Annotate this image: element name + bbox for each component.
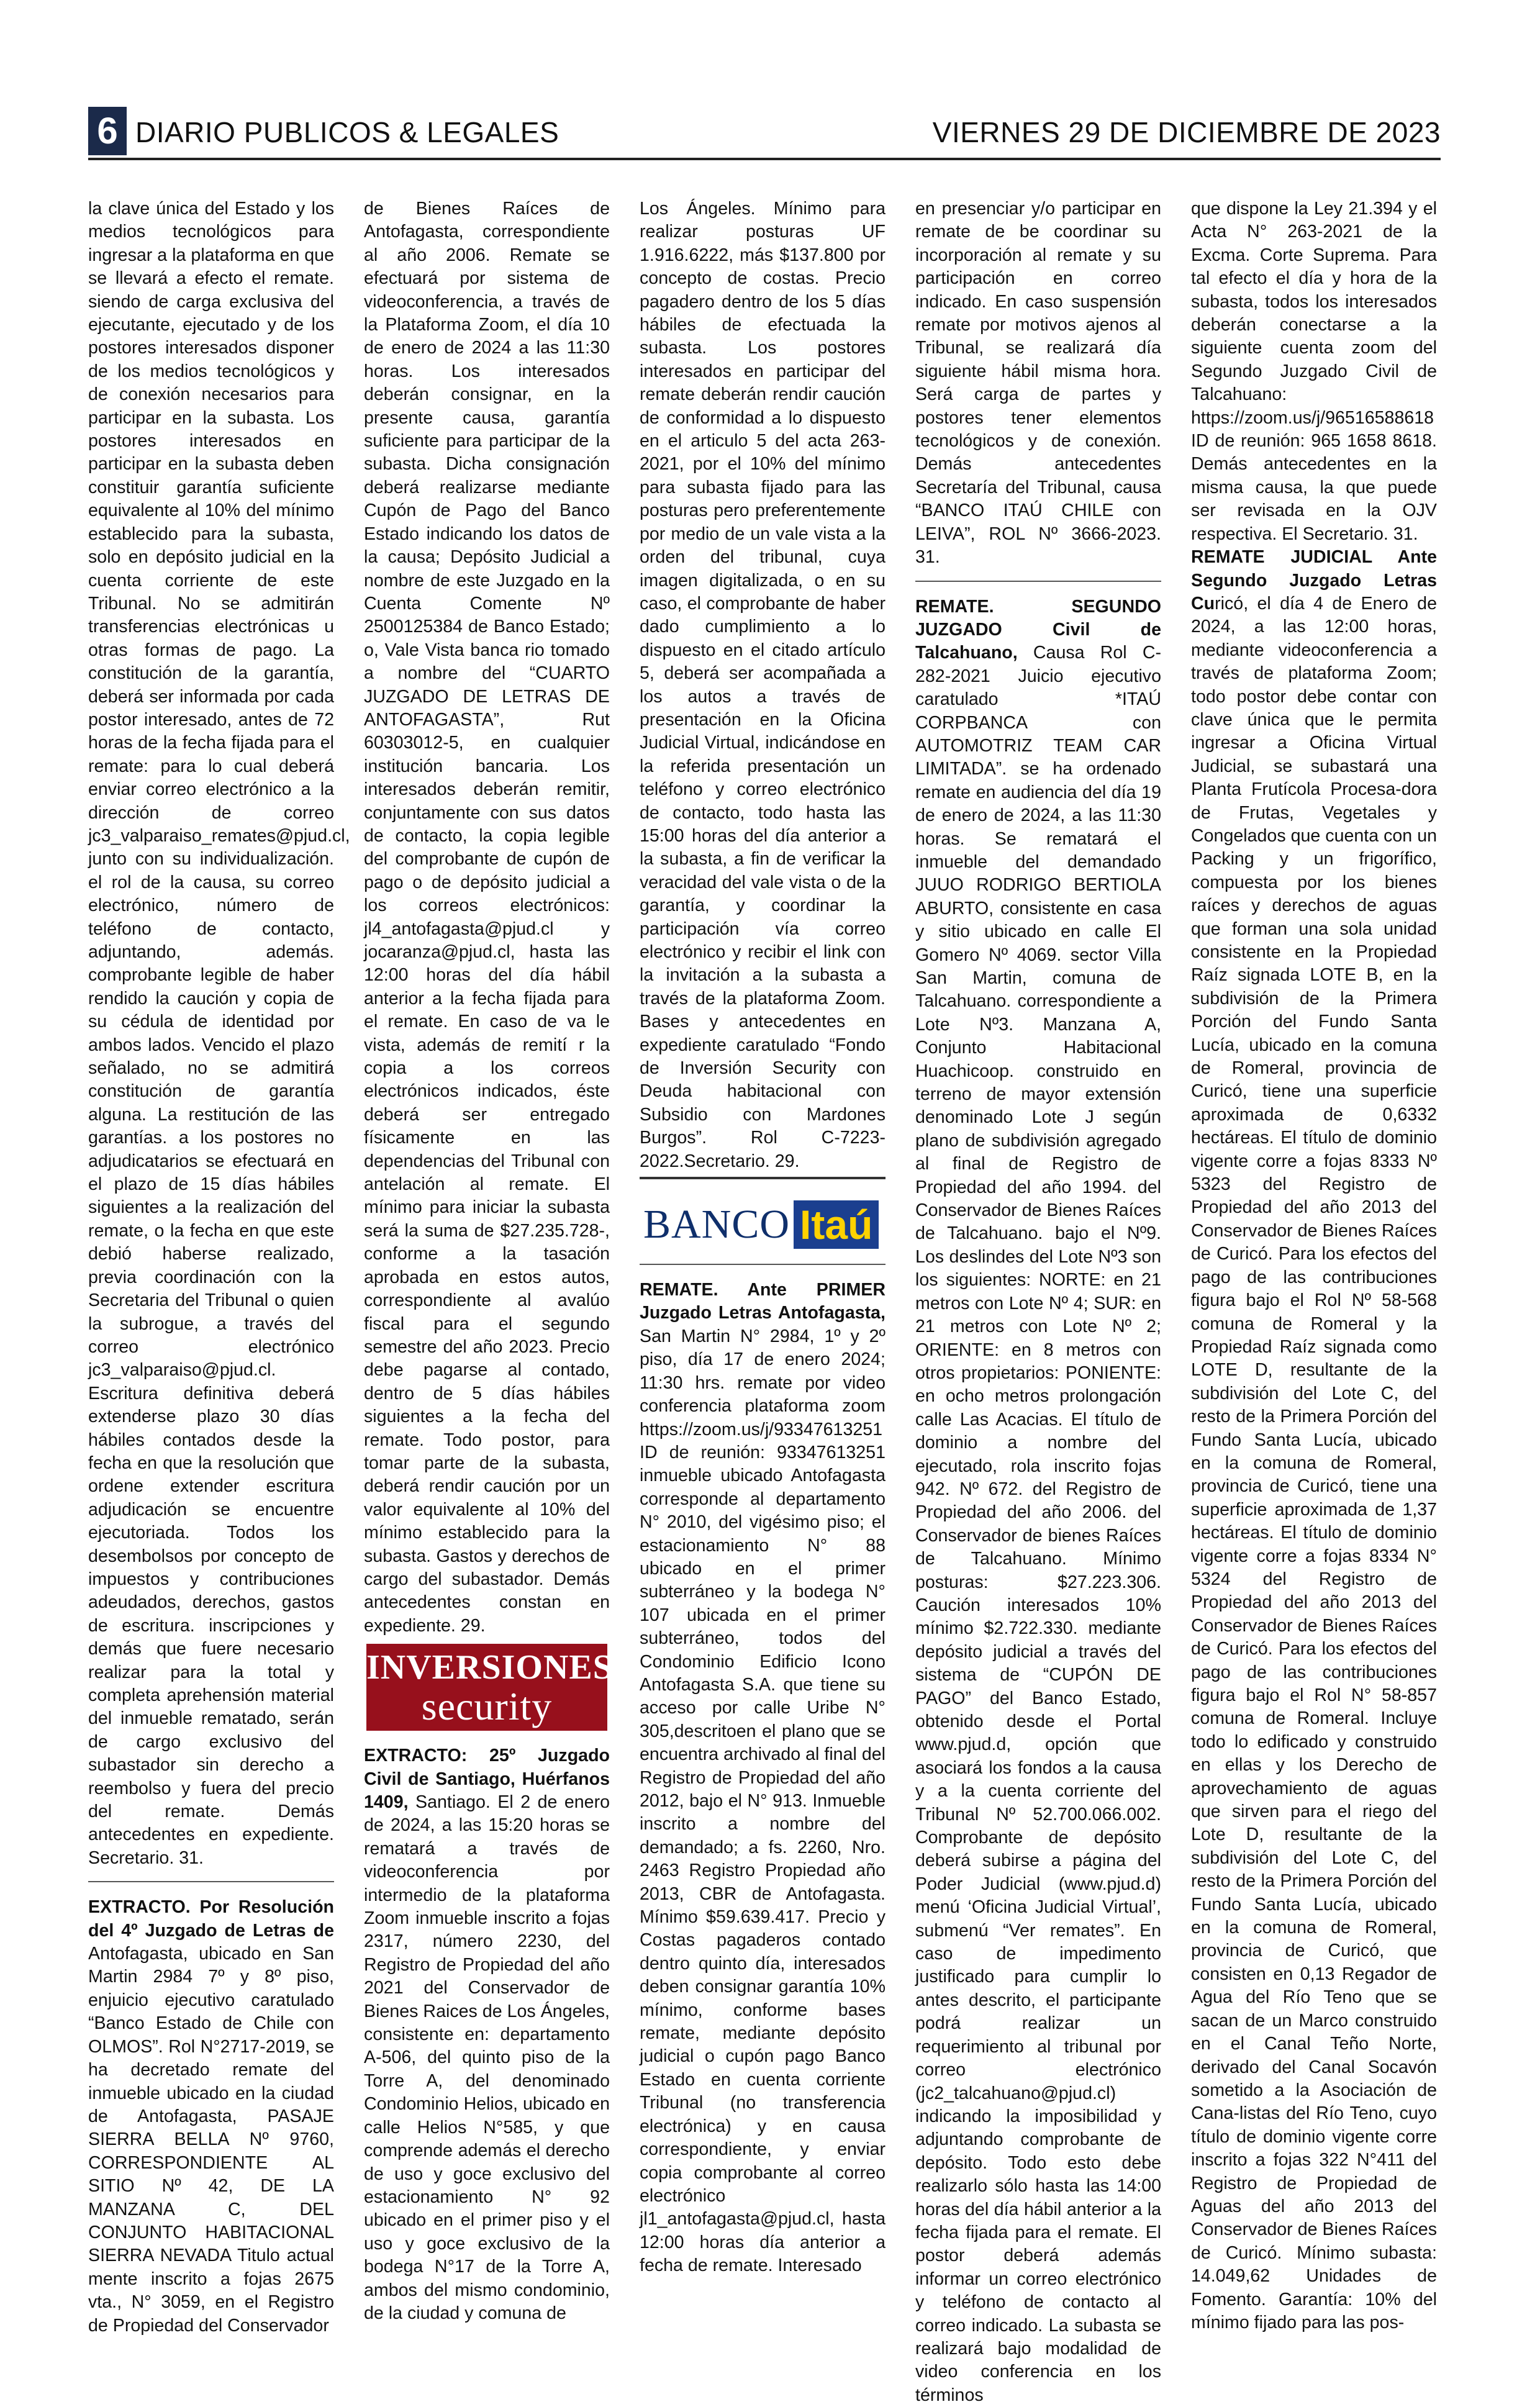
banco-itau-logo	[640, 1177, 886, 1249]
notice-remate-primer-juzgado	[640, 1279, 886, 2277]
logo-text-banco: BANCO	[640, 1200, 794, 1249]
column-4	[915, 197, 1161, 2135]
notice-body: ricó, el día 4 de Enero de 2024, a las 12:00 horas, mediante videoconferencia a través de plataforma Zoom; todo postor debe contar con clave única que le permita ingresar a Oficina Virtual Judicial, se subastará una Planta Frutícola Procesa-dora de Frutas, Vegetales y Congelados que cuenta con un Packing y un frigorífico, compuesta por los bienes raíces y derechos de aguas que forman una sola unidad consistente en la Propiedad Raíz signada LOTE B, en la subdivisión de la Primera Porción del Fundo Santa Lucía, ubicado en la comuna de Romeral, provincia de Curicó, tiene una superficie aproximada de 0,6332 hectáreas. El título de dominio vigente corre a fojas 8333 Nº 5323 del Registro de Propiedad del año 2013 del Conservador de Bienes Raíces de Curicó. Para los efectos del pago de las contribuciones figura bajo el Rol Nº 58-568 comuna de Romeral y la Propiedad Raíz signada como LOTE D, resultante de la subdivisión del Lote C, del resto de la Primera Porción del Fundo Santa Lucía, ubicado en la comuna de Romeral, provincia de Curicó, tiene una superficie aproximada de 1,37 hectáreas. El título de dominio vigente corre a fojas 8334 N° 5324 del Registro de Propiedad del año 2013 del Conservador de Bienes Raíces de Curicó. Para los efectos del pago de las contribuciones figura bajo el Rol N° 58-857 comuna de Romeral. Incluye todo lo edificado y construido en ellas y los Derecho de aprovechamiento de aguas que sirven para el riego del Lote D, resultante de la subdivisión del Lote C, del resto de la Primera Porción del Fundo Santa Lucía, ubicado en la comuna de Romeral, provincia de Curicó, que consisten en 0,13 Regador de Agua del Río Teno que se sacan de un Marco construido en el Canal Teño Norte, derivado del Canal Socavón sometido a la Asociación de Cana-listas del Río Teno, cuyo título de dominio vigente corre inscrito a fojas 322 N°411 del Registro de Propiedad de Aguas del año 2013 del Conservador de Bienes Raíces de Curicó. Mínimo subasta: 14.049,62 Unidades de Fomento. Garantía: 10% del mínimo fijado para las pos-	[1191, 594, 1437, 2332]
publication-title: DIARIO PUBLICOS & LEGALES	[135, 112, 559, 153]
notice-continuation: que dispone la Ley 21.394 y el Acta N° 263-2021 de la Excma. Corte Suprema. Para tal efecto el día y hora de la subasta, todos los interesados deberán conectarse a la siguiente cuenta zoom del Segundo Juzgado Civil de Talcahuano: https://zoom.us/j/96516588618 ID de reunión: 965 1658 8618. Demás antecedentes en la misma causa, la que puede ser revisada en la OJV respectiva. El Secretario. 31.	[1191, 197, 1437, 546]
notice-body: San Martin N° 2984, 1º y 2º piso, día 17 de enero 2024; 11:30 hrs. remate por video conferencia plataforma zoom https://zoom.us/j/93347613251 ID de reunión: 93347613251 inmueble ubicado Antofagasta corresponde al departamento N° 2010, del vigésimo piso; el estacionamiento N° 88 ubicado en el primer subterráneo y la bodega N° 107 ubicada en el primer subterráneo, todos del Condominio Edificio Icono Antofagasta S.A. que tiene su acceso por calle Uribe N° 305,descritoen el plano que se encuentra archivado al final del Registro de Propiedad del año 2012, bajo el N° 913. Inmueble inscrito a nombre del demandado; a fs. 2260, Nro. 2463 Registro Propiedad año 2013, CBR de Antofagasta. Mínimo $59.639.417. Precio y Costas pagaderos contado dentro quinto día, interesados deben consignar garantía 10% mínimo, conforme bases remate, mediante depósito judicial o cupón pago Banco Estado en cuenta corriente Tribunal (no transferencia electrónica) y en causa correspondiente, y enviar copia comprobante al correo electrónico jl1_antofagasta@pjud.cl, hasta 12:00 horas día anterior a fecha de remate. Interesado	[640, 1326, 886, 2275]
notice-heading: EXTRACTO: 25º Juzgado Civil de Santiago, Huérfanos 1409,	[364, 1746, 610, 1812]
notice-body: Santiago. El 2 de enero de 2024, a las 15:20 horas se rematará a través de videoconferencia por intermedio de la plataforma Zoom inmueble inscrito a fojas 2317, número 2230, del Registro de Propiedad del año 2021 del Conservador de Bienes Raices de Los Ángeles, consistente en: departamento A-506, del quinto piso de la Torre A, del denominado Condominio Helios, ubicado en calle Helios N°585, y que comprende además el derecho de uso y goce exclusivo del estacionamiento N° 92 ubicado en el primer piso y el uso y goce exclusivo de la bodega N°17 de la Torre A, ambos del mismo condominio, de la ciudad y comuna de	[364, 1792, 610, 2323]
divider	[915, 581, 1161, 582]
inversiones-security-logo	[366, 1644, 607, 1731]
notice-continuation: la clave única del Estado y los medios tecnológicos para ingresar a la plataforma en que se llevará a efecto el remate. siendo de carga exclusiva del ejecutante, ejecutado y de los postores interesados disponer de los medios tecnológicos y de conexión necesarios para participar en la subasta. Los postores interesados en participar en la subasta deben constituir garantía suficiente equivalente al 10% del mínimo establecido para la subasta, solo en depósito judicial en la cuenta corriente de este Tribunal. No se admitirán transferencias electrónicas u otras formas de pago. La constitución de la garantía, deberá ser informada por cada postor interesado, antes de 72 horas de la fecha fijada para el remate: para lo cual deberá enviar correo electrónico a la dirección de correo jc3_valparaiso_remates@pjud.cl, junto con su individualización. el rol de la causa, su correo electrónico, número de teléfono de contacto, adjuntando, además. comprobante legible de haber rendido la caución y copia de su cédula de identidad por ambos lados. Vencido el plazo señalado, no se admitirá constitución de garantía alguna. La restitución de las garantías. a los postores no adjudicatarios se efectuará en el plazo de 15 días hábiles siguientes a la realización del remate, o la fecha en que este debió haberse realizado, previa coordinación con la Secretaria del Tribunal o quien la subrogue, a través del correo electrónico jc3_valparaiso@pjud.cl. Escritura definitiva deberá extenderse plazo 30 días hábiles contados desde la fecha en que la resolución que ordene extender escritura adjudicación se encuentre ejecutoriada. Todos los desembolsos por concepto de impuestos y contribuciones adeudados, derechos, gastos de escritura. inscripciones y demás que fuere necesario realizar para la total y completa aprehensión material del inmueble rematado, serán de cargo exclusivo del subastador sin derecho a reembolso y fuera del precio del remate. Demás antecedentes en expediente. Secretario. 31.	[88, 197, 334, 1870]
notice-heading: EXTRACTO. Por Resolución del 4º Juzgado de Letras de	[88, 1897, 334, 1940]
logo-text-bottom: security	[366, 1686, 607, 1727]
notice-heading: REMATE JUDICIAL Ante Segundo Juzgado Letras Cu	[1191, 547, 1437, 614]
notice-remate-segundo-juzgado	[915, 596, 1161, 2407]
notice-continuation: Los Ángeles. Mínimo para realizar posturas UF 1.916.6222, más $137.800 por concepto de costas. Precio pagadero dentro de los 5 días hábiles de efectuada la subasta. Los postores interesados en participar del remate deberán rendir caución de conformidad a lo dispuesto en el articulo 5 del acta 263-2021, por el 10% del mínimo para subasta fijado para las posturas pero preferentemente por medio de un vale vista a la orden del tribunal, cuya imagen digitalizada, o en su caso, el comprobante de haber dado cumplimiento a lo dispuesto en el citado artículo 5, deberá ser acompañada a los autos a través de presentación en la Oficina Judicial Virtual, indicándose en la referida presentación un teléfono y correo electrónico de contacto, todo hasta las 15:00 horas del día anterior a la subasta, a fin de verificar la veracidad del vale vista o de la garantía, y coordinar la participación vía correo electrónico y recibir el link con la invitación a la subasta a través de la plataforma Zoom. Bases y antecedentes en expediente caratulado “Fondo de Inversión Security con Deuda habitacional con Subsidio con Mardones Burgos”. Rol C-7223-2022.Secretario. 29.	[640, 197, 886, 1173]
notice-heading: REMATE. Ante PRIMER Juzgado Letras Antofagasta,	[640, 1280, 886, 1323]
notice-heading: REMATE. SEGUNDO JUZGADO Civil de Talcahuano,	[915, 597, 1161, 663]
notice-body: Causa Rol C-282-2021 Juicio ejecutivo caratulado *ITAÚ CORPBANCA con AUTOMOTRIZ TEAM CAR LIMITADA”. se ha ordenado remate en audiencia del día 19 de enero de 2024, a las 11:30 horas. Se rematará el inmueble del demandado JUUO RODRIGO BERTIOLA ABURTO, consistente en casa y sitio ubicado en calle El Gomero Nº 4069. sector Villa San Martin, comuna de Talcahuano. correspondiente a Lote Nº3. Manzana A, Conjunto Habitacional Huachicoop. construido en terreno de mayor extensión denominado Lote J según plano de subdivisión agregado al final de Registro de Propiedad del año 1994. del Conservador de Bienes Raíces de Talcahuano. bajo el Nº9. Los deslindes del Lote Nº3 son los siguientes: NORTE: en 21 metros con Lote Nº 4; SUR: en 21 metros con Lote Nº 2; ORIENTE: en 8 metros con otros propietarios: PONIENTE: en ocho metros prolongación calle Las Acacias. El título de dominio a nombre del ejecutado, rola inscrito fojas 942. Nº 672. del Registro de Propiedad del año 2006. del Conservador de bienes Raíces de Talcahuano. Mínimo posturas: $27.223.306. Caución interesados 10% mínimo $2.722.330. mediante depósito judicial a través del sistema de “CUPÓN DE PAGO” del Banco Estado, obtenido desde el Portal www.pjud.d, opción que asociará los fondos a la causa y a la cuenta corriente del Tribunal Nº 52.700.066.002. Comprobante de depósito deberá subirse a página del Poder Judicial (www.pjud.d) menú ‘Oficina Judicial Virtual’, submenú “Ver remates”. En caso de impedimento justificado para cumplir lo antes descrito, el participante podrá realizar un requerimiento al tribunal por correo electrónico (jc2_talcahuano@pjud.cl) indicando la imposibilidad y adjuntando comprobante de depósito. Todo esto debe realizarlo sólo hasta las 14:00 horas del día hábil anterior a la fecha fijada para el remate. El postor deberá además informar un correo electrónico y teléfono de contacto al correo indicado. La subasta se realizará bajo modalidad de video conferencia en los términos	[915, 643, 1161, 2405]
column-5	[1191, 197, 1437, 2135]
notice-remate-judicial-curico	[1191, 546, 1437, 2334]
column-3	[640, 197, 886, 2135]
divider	[640, 1264, 886, 1265]
notice-extracto-4-juzgado	[88, 1896, 334, 2337]
page-number: 6	[88, 107, 127, 155]
notice-body: Antofagasta, ubicado en San Martin 2984 7º y 8º piso, enjuicio ejecutivo caratulado “Banco Estado de Chile con OLMOS”. Rol N°2717-2019, se ha decretado remate del inmueble ubicado en la ciudad de Antofagasta, PASAJE SIERRA BELLA Nº 9760, CORRESPONDIENTE AL SITIO Nº 42, DE LA MANZANA C, DEL CONJUNTO HABITACIONAL SIERRA NEVADA Titulo actual mente inscrito a fojas 2675 vta., N° 3059, en el Registro de Propiedad del Conservador	[88, 1944, 334, 2336]
publication-date: VIERNES 29 DE DICIEMBRE DE 2023	[933, 112, 1441, 153]
column-2	[364, 197, 610, 2135]
notice-continuation: de Bienes Raíces de Antofagasta, correspondiente al año 2006. Remate se efectuará por sistema de videoconferencia, a través de la Plataforma Zoom, el día 10 de enero de 2024 a las 11:30 horas. Los interesados deberán consignar, en la presente causa, garantía suficiente para participar de la subasta. Dicha consignación deberá realizarse mediante Cupón de Pago del Banco Estado indicando los datos de la causa; Depósito Judicial a nombre de este Juzgado en la Cuenta Comente Nº 2500125384 de Banco Estado; o, Vale Vista banca rio tomado a nombre del “CUARTO JUZGADO DE LETRAS DE ANTOFAGASTA”, Rut 60303012-5, en cualquier institución bancaria. Los interesados deberán remitir, conjuntamente con sus datos de contacto, la copia legible del comprobante de cupón de pago o de depósito judicial a los correos electrónicos: jl4_antofagasta@pjud.cl y jocaranza@pjud.cl, hasta las 12:00 horas del día hábil anterior a la fecha fijada para el remate. En caso de va le vista, además de remití r la copia a los correos electrónicos indicados, éste deberá ser entregado físicamente en las dependencias del Tribunal con antelación al remate. El mínimo para iniciar la subasta será la suma de $27.235.728-, conforme a la tasación aprobada en estos autos, correspondiente al avalúo fiscal para el segundo semestre del año 2023. Precio debe pagarse al contado, dentro de 5 días hábiles siguientes a la fecha del remate. Todo postor, para tomar parte de la subasta, deberá rendir caución por un valor equivalente al 10% del mínimo establecido para la subasta. Gastos y derechos de cargo del subastador. Demás antecedentes constan en expediente. 29.	[364, 197, 610, 1638]
notice-extracto-25-juzgado	[364, 1744, 610, 2325]
logo-text-top: INVERSIONES	[366, 1649, 607, 1686]
column-1	[88, 197, 334, 2135]
divider	[88, 1881, 334, 1882]
page-header	[88, 107, 1441, 160]
logo-text-itau: Itaú	[794, 1200, 879, 1249]
notice-continuation: en presenciar y/o participar en remate de be coordinar su incorporación al remate y su participación en correo indicado. En caso suspensión remate por motivos ajenos al Tribunal, se realizará día siguiente hábil misma hora. Será carga de partes y postores tener elementos tecnológicos y de conexión. Demás antecedentes Secretaría del Tribunal, causa “BANCO ITAÚ CHILE con LEIVA”, ROL Nº 3666-2023. 31.	[915, 197, 1161, 569]
